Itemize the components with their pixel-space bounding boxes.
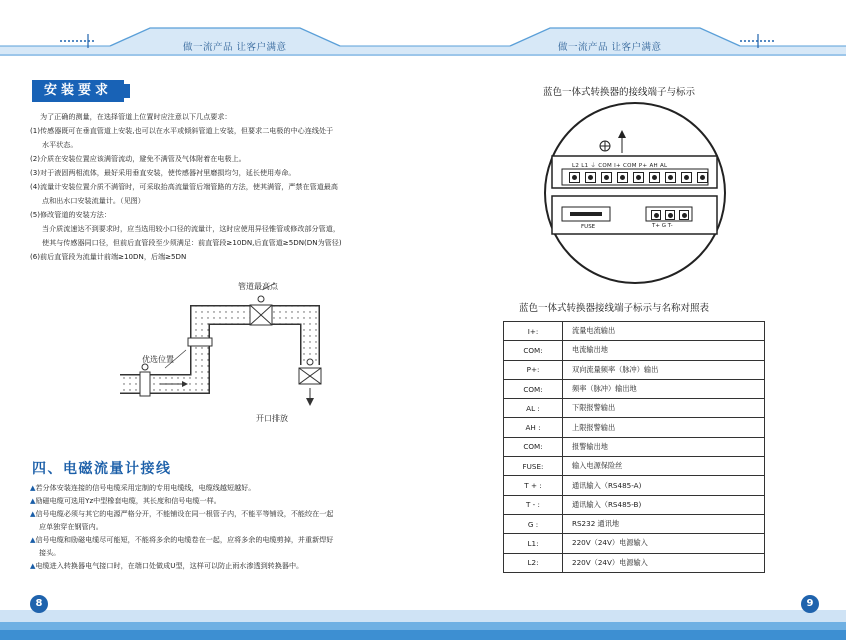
- terminal-screw-icon: [633, 172, 644, 183]
- page-number-left: 8: [30, 595, 48, 613]
- page-number-right: 9: [801, 595, 819, 613]
- terminal-code: COM:: [504, 379, 563, 398]
- table-row: [504, 322, 765, 341]
- header-slogan-left: 做一流产品 让客户满意: [183, 42, 287, 53]
- terminal-function: 输入电源保险丝: [563, 457, 765, 476]
- terminal-function: 上限报警输出: [563, 418, 765, 437]
- terminal-function: RS232 通讯地: [563, 514, 765, 533]
- wiring-line: ▲电缆进入转换器电气接口时，在端口处做成U型，这样可以防止雨水渗透到转换器中。: [30, 561, 304, 570]
- header-decoration: [0, 0, 846, 62]
- table-row: [504, 399, 765, 418]
- table-row: [504, 457, 765, 476]
- header-slogan-right: 做一流产品 让客户满意: [558, 42, 662, 53]
- footer-band: [0, 600, 846, 640]
- section-title-wiring: 四、电磁流量计接线: [32, 461, 172, 477]
- table-row: [504, 495, 765, 514]
- terminal-function: 流量电流输出: [563, 322, 765, 341]
- table-row: [504, 534, 765, 553]
- terminal-screw-icon: [649, 172, 660, 183]
- terminal-screw-icon: [665, 172, 676, 183]
- terminal-code: G :: [504, 514, 563, 533]
- wiring-line: ▲若分体安装连接的信号电缆采用定制的专用电缆线，电缆线越短越好。: [30, 483, 256, 492]
- requirement-line: (5)修改管道的安装方法：: [30, 210, 111, 219]
- requirement-line: 当介质流速达不到要求时，应当选用较小口径的流量计，这时应使用异径锥管或修改部分管道，: [42, 224, 340, 233]
- terminal-screw-icon: [617, 172, 628, 183]
- terminal-function: 电流输出地: [563, 341, 765, 360]
- bullet-triangle-icon: ▲: [30, 496, 36, 505]
- terminal-title: 蓝色一体式转换器的接线端子与标示: [543, 87, 696, 98]
- table-row: [504, 514, 765, 533]
- terminal-screws-top: [566, 171, 712, 185]
- requirement-line: (1)传感器既可在垂直管道上安装,也可以在水平或倾斜管道上安装，但要求二电极的中心连线处于: [30, 126, 334, 135]
- requirement-line: (6)前后直管段为流量计前端≥10DN，后端≥5DN: [30, 252, 187, 261]
- terminal-screw-icon: [651, 210, 661, 220]
- requirement-line: (3)对于液固两相流体，最好采用垂直安装，使传感器衬里磨损均匀，延长使用寿命。: [30, 168, 296, 177]
- terminal-screw-icon: [569, 172, 580, 183]
- wiring-line: ▲信号电缆必须与其它的电源严格分开，不能铺设在同一根管子内，不能平等铺设，不能绞在一起: [30, 509, 334, 518]
- requirement-line: 使其与传感器同口径，但前后直管段至少须满足：前直管段≥10DN,后直管道≥5DN(DN为管径): [42, 238, 342, 247]
- terminal-function: 220V（24V）电源输入: [563, 534, 765, 553]
- terminal-code: L2:: [504, 553, 563, 572]
- section-title-installation: 安装要求: [32, 80, 124, 102]
- terminal-block-diagram: [540, 98, 730, 293]
- table-row: [504, 379, 765, 398]
- requirement-line: (2)介质在安装位置应该满管流动，避免不满管及气体附着在电极上。: [30, 154, 246, 163]
- table-row: [504, 360, 765, 379]
- terminal-code: T - :: [504, 495, 563, 514]
- terminal-function: 双向流量频率（脉冲）输出: [563, 360, 765, 379]
- terminal-screw-icon: [679, 210, 689, 220]
- terminal-code: AL :: [504, 399, 563, 418]
- requirement-line: (4)流量计安装位置介质不满管时，可采取抬高流量管后端管路的方法，使其满管，严禁在管道最高: [30, 182, 338, 191]
- wiring-line: 应单独穿在钢管内。: [39, 522, 103, 531]
- table-title: 蓝色一体式转换器接线端子标示与名称对照表: [519, 303, 710, 314]
- table-row: [504, 341, 765, 360]
- terminal-function: 下限报警输出: [563, 399, 765, 418]
- wiring-line: ▲励磁电缆可选用Yz中型橡套电缆，其长度和信号电缆一样。: [30, 496, 221, 505]
- label-open-discharge: 开口排放: [256, 414, 288, 423]
- terminal-function: 通讯输入（RS485-A): [563, 476, 765, 495]
- table-row: [504, 476, 765, 495]
- intro-text: 为了正确的测量，在选择管道上位置时应注意以下几点要求：: [40, 112, 232, 121]
- terminal-code: L1:: [504, 534, 563, 553]
- terminal-screws-bottom: [648, 209, 692, 221]
- terminal-function: 220V（24V）电源输入: [563, 553, 765, 572]
- bullet-triangle-icon: ▲: [30, 483, 36, 492]
- terminal-label-fuse: FUSE: [581, 224, 596, 230]
- table-row: [504, 437, 765, 456]
- label-highest-point: 管道最高点: [238, 282, 278, 291]
- terminal-code: COM:: [504, 341, 563, 360]
- terminal-function: 报警输出地: [563, 437, 765, 456]
- terminal-code: FUSE:: [504, 457, 563, 476]
- terminal-code: AH :: [504, 418, 563, 437]
- terminal-screw-icon: [601, 172, 612, 183]
- table-row: [504, 418, 765, 437]
- terminal-screw-icon: [681, 172, 692, 183]
- terminal-code: P+:: [504, 360, 563, 379]
- table-row: [504, 553, 765, 572]
- terminal-labels-bottom: T+ G T-: [652, 223, 673, 229]
- wiring-notes: [30, 481, 333, 572]
- terminal-screw-icon: [585, 172, 596, 183]
- terminal-function: 频率（脉冲）输出地: [563, 379, 765, 398]
- requirement-line: 点和出水口安装流量计。（见图）: [42, 196, 145, 205]
- terminal-function: 通讯输入（RS485-B): [563, 495, 765, 514]
- terminal-labels-top: L2 L1 ⏚ COM I+ COM P+ AH AL: [572, 163, 668, 169]
- terminal-table: [503, 321, 765, 573]
- wiring-line: 接头。: [39, 548, 61, 557]
- terminal-screw-icon: [697, 172, 708, 183]
- terminal-code: COM:: [504, 437, 563, 456]
- terminal-code: I+:: [504, 322, 563, 341]
- label-preferred-position: 优选位置: [142, 355, 174, 364]
- bullet-triangle-icon: ▲: [30, 561, 36, 570]
- terminal-screw-icon: [665, 210, 675, 220]
- requirement-line: 水平状态。: [42, 140, 78, 149]
- wiring-line: ▲信号电缆和励磁电缆尽可能短，不能将多余的电缆卷在一起，应将多余的电缆剪掉，并重新焊好: [30, 535, 334, 544]
- bullet-triangle-icon: ▲: [30, 509, 36, 518]
- header-band: [0, 0, 846, 62]
- bullet-triangle-icon: ▲: [30, 535, 36, 544]
- terminal-code: T + :: [504, 476, 563, 495]
